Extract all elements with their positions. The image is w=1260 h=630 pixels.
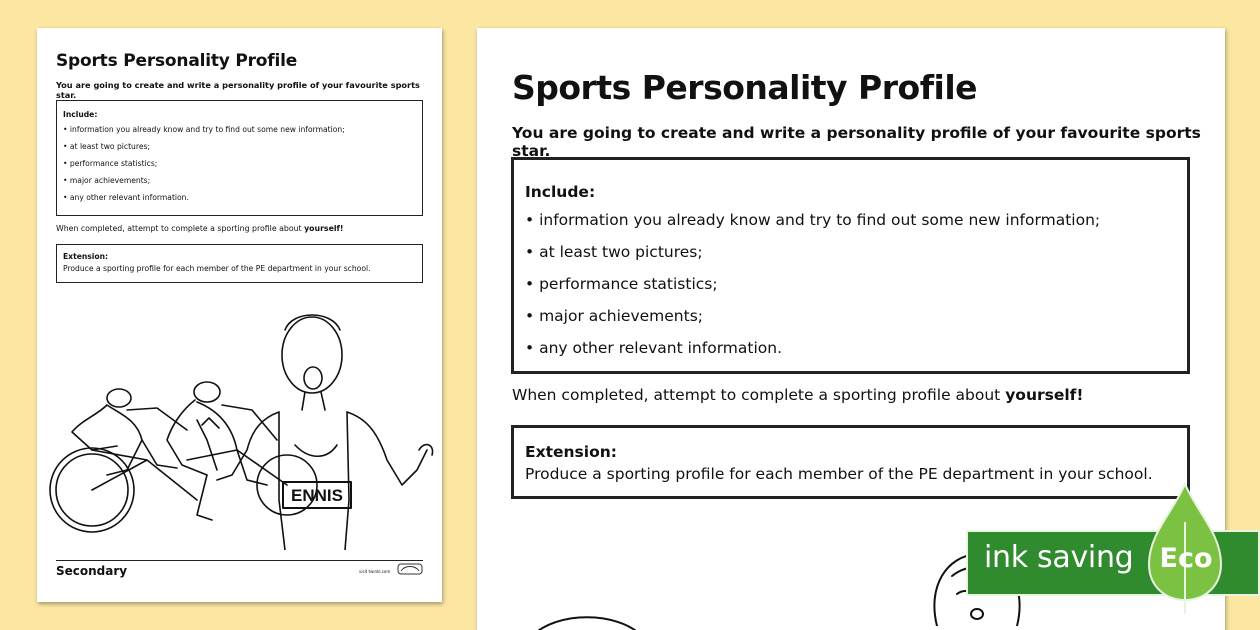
thumbnail-completed-emphasis: yourself! xyxy=(304,224,344,233)
thumbnail-extension-box xyxy=(56,244,423,283)
thumbnail-include-item: • any other relevant information. xyxy=(63,193,189,202)
page-intro: You are going to create and write a personality profile of your favourite sports star. xyxy=(512,124,1201,160)
completed-text xyxy=(512,386,1083,404)
thumbnail-extension-text: Produce a sporting profile for each member of the PE department in your school. xyxy=(63,264,371,273)
thumbnail-intro: You are going to create and write a personality profile of your favourite sports star. xyxy=(56,80,420,100)
thumbnail-include-heading: Include: xyxy=(63,110,98,119)
include-item: • at least two pictures; xyxy=(525,243,703,261)
thumbnail-include-item: • major achievements; xyxy=(63,176,151,185)
include-item: • performance statistics; xyxy=(525,275,718,293)
completed-emphasis: yourself! xyxy=(1005,386,1084,404)
include-item: • any other relevant information. xyxy=(525,339,783,357)
thumbnail-footer-divider xyxy=(56,560,423,561)
include-box xyxy=(511,157,1190,374)
illustration-fragment xyxy=(527,606,647,630)
thumbnail-extension-heading: Extension: xyxy=(63,252,109,261)
athletes-illustration xyxy=(47,300,442,550)
eco-label: Eco xyxy=(1159,543,1213,574)
runner-bib-text: ENNIS xyxy=(291,486,343,505)
thumbnail-include-item: • at least two pictures; xyxy=(63,142,151,151)
include-item: • information you already know and try to find out some new information; xyxy=(525,211,1101,229)
completed-prefix: When completed, attempt to complete a sporting profile about xyxy=(512,386,1006,404)
extension-heading: Extension: xyxy=(525,443,617,461)
thumbnail-title: Sports Personality Profile xyxy=(56,51,298,71)
thumbnail-footer-level: Secondary xyxy=(56,564,128,578)
extension-box xyxy=(511,425,1190,499)
thumbnail-completed-text xyxy=(56,224,343,233)
include-item: • major achievements; xyxy=(525,307,703,325)
thumbnail-completed-prefix: When completed, attempt to complete a sporting profile about xyxy=(56,224,305,233)
thumbnail-footer-url: visit twinkl.com xyxy=(359,569,391,574)
ink-saving-label: ink saving xyxy=(984,540,1134,575)
page-title: Sports Personality Profile xyxy=(512,68,978,107)
thumbnail-page[interactable] xyxy=(37,28,442,602)
include-heading: Include: xyxy=(525,183,596,201)
twinkl-logo-icon xyxy=(397,562,423,576)
thumbnail-include-item: • performance statistics; xyxy=(63,159,158,168)
extension-text: Produce a sporting profile for each member of the PE department in your school. xyxy=(525,465,1153,483)
thumbnail-include-box xyxy=(56,100,423,216)
thumbnail-include-item: • information you already know and try to find out some new information; xyxy=(63,125,345,134)
